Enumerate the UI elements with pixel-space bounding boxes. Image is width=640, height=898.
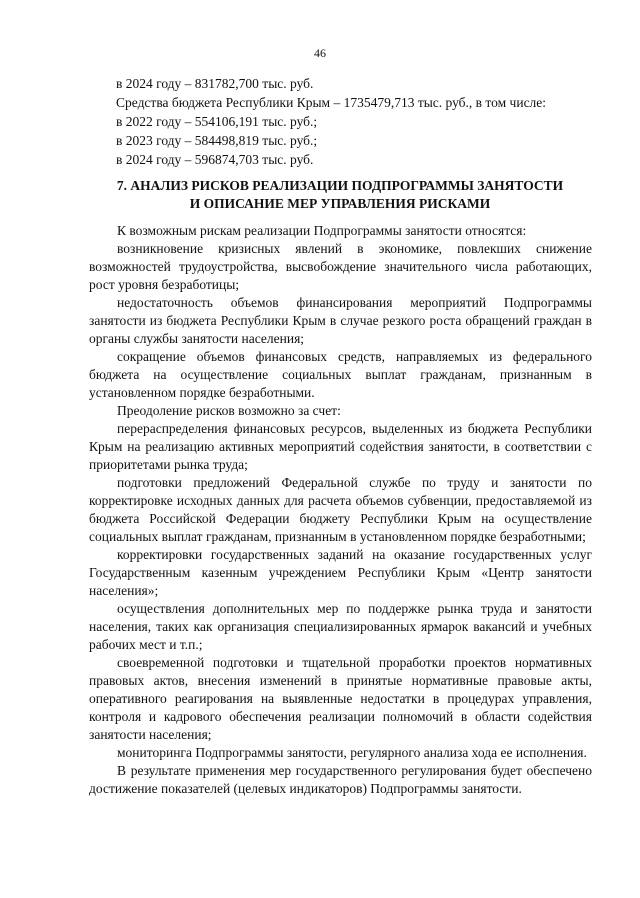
- body-paragraph: К возможным рискам реализации Подпрограммы занятости относятся:: [117, 223, 527, 238]
- body-paragraph: недостаточность объемов финансирования мероприятий Подпрограммы занятости из бюджета Республики Крым в случае резкого роста обращений граждан в органы службы занятости населения;: [89, 295, 592, 346]
- body-paragraph: сокращение объемов финансовых средств, направляемых из федерального бюджета на осуществление социальных выплат гражданам, признанным в установленном порядке безработными.: [89, 349, 592, 400]
- body-paragraph: Преодоление рисков возможно за счет:: [117, 403, 341, 418]
- body-paragraph: В результате применения мер государственного регулирования будет обеспечено достижение показателей (целевых индикаторов) Подпрограммы занятости.: [89, 763, 592, 796]
- body-paragraph: осуществления дополнительных мер по поддержке рынка труда и занятости населения, таких как организация специализированных ярмарок вакансий и учебных рабочих мест и т.п.;: [89, 601, 592, 652]
- body-paragraph: возникновение кризисных явлений в экономике, повлекших снижение возможностей трудоустройства, высвобождение значительного числа работающих, рост уровня безработицы;: [89, 241, 592, 292]
- body-paragraph: подготовки предложений Федеральной службе по труду и занятости по корректировке исходных данных для расчета объемов субвенции, предоставляемой из бюджета Российской Федерации бюджету Республики Крым на осуществление социальных выплат гражданам, признанным в установленном порядке безработными;: [89, 475, 592, 544]
- section-heading-line: 7. АНАЛИЗ РИСКОВ РЕАЛИЗАЦИИ ПОДПРОГРАММЫ ЗАНЯТОСТИ: [116, 178, 564, 193]
- body-paragraph: корректировки государственных заданий на оказание государственных услуг Государственным казенным учреждением Республики Крым «Центр занятости населения»;: [89, 547, 592, 598]
- section-body: [89, 222, 592, 798]
- body-paragraph: мониторинга Подпрограммы занятости, регулярного анализа хода ее исполнения.: [117, 745, 587, 760]
- section-heading-line: И ОПИСАНИЕ МЕР УПРАВЛЕНИЯ РИСКАМИ: [189, 196, 491, 211]
- finance-line: в 2022 году – 554106,191 тыс. руб.;: [116, 114, 318, 129]
- finance-line: Средства бюджета Республики Крым – 1735479,713 тыс. руб., в том числе:: [116, 95, 547, 110]
- finance-block: [116, 74, 546, 169]
- body-paragraph: своевременной подготовки и тщательной проработки проектов нормативных правовых актов, внесения изменений в принятые нормативные правовые акты, оперативного реагирования на выявленные недостатки в процедурах управления, контроля и кадрового обеспечения реализации полномочий в области содействия занятости населения;: [89, 655, 592, 742]
- section-heading: [60, 177, 620, 213]
- body-paragraph: перераспределения финансовых ресурсов, выделенных из бюджета Республики Крым на реализацию активных мероприятий содействия занятости, в соответствии с приоритетами рынка труда;: [89, 421, 592, 472]
- finance-line: в 2023 году – 584498,819 тыс. руб.;: [116, 133, 318, 148]
- finance-line: в 2024 году – 596874,703 тыс. руб.: [116, 152, 314, 167]
- page-number: 46: [314, 46, 326, 60]
- finance-line: в 2024 году – 831782,700 тыс. руб.: [116, 76, 314, 91]
